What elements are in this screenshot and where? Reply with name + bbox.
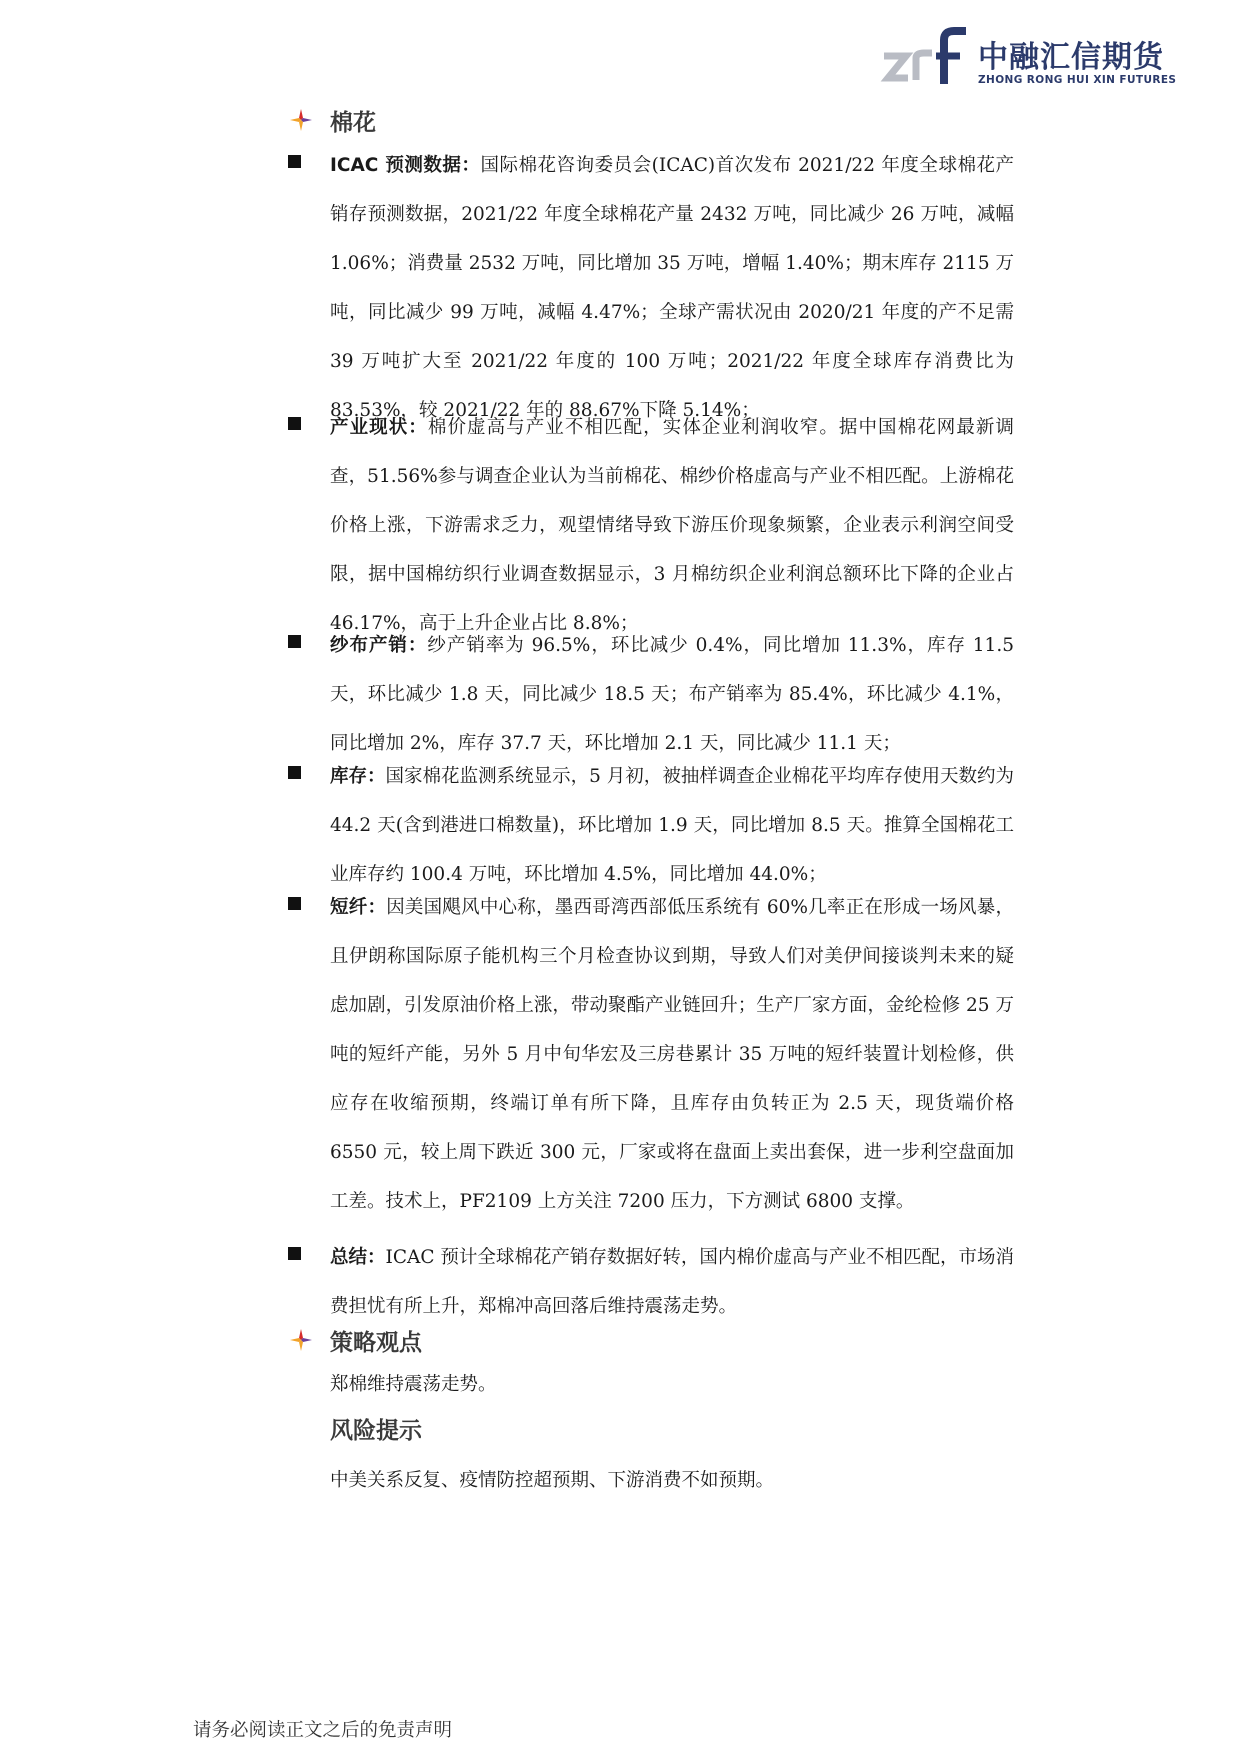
strategy-text: 郑棉维持震荡走势。 [330,1374,497,1395]
bullet-body: 国家棉花监测系统显示，5 月初，被抽样调查企业棉花平均库存使用天数约为 44.2 天(含到港进口棉数量)，环比增加 1.9 天，同比增加 8.5 天。推算全国棉花工业库存约 100.4 万吨，环比增加 4.5%，同比增加 44.0%； [330,766,1014,885]
logo-english-name: ZHONG RONG HUI XIN FUTURES [978,74,1177,86]
section-title: 策略观点 [330,1329,422,1356]
bullet-label: 产业现状： [330,417,428,438]
compass-star-icon [288,107,314,133]
bullet-item-inventory [288,752,1014,899]
bullet-label: 短纤： [330,897,387,918]
square-bullet-icon [288,766,301,779]
risk-title: 风险提示 [330,1418,422,1444]
square-bullet-icon [288,635,301,648]
section-heading-strategy [288,1320,422,1360]
bullet-item-industry [288,403,1014,648]
bullet-body: ICAC 预计全球棉花产销存数据好转，国内棉价虚高与产业不相匹配，市场消费担忧有所上升，郑棉冲高回落后维持震荡走势。 [330,1247,1014,1317]
logo-chinese-name: 中融汇信期货 [978,40,1164,75]
square-bullet-icon [288,155,301,168]
footer-disclaimer: 请务必阅读正文之后的免责声明 [193,1720,453,1741]
square-bullet-icon [288,1247,301,1260]
bullet-body: 因美国飓风中心称，墨西哥湾西部低压系统有 60%几率正在形成一场风暴，且伊朗称国际原子能机构三个月检查协议到期，导致人们对美伊间接谈判未来的疑虑加剧，引发原油价格上涨，带动聚酯产业链回升；生产厂家方面，金纶检修 25 万吨的短纤产能，另外 5 月中旬华宏及三房巷累计 35 万吨的短纤装置计划检修，供应存在收缩预期，终端订单有所下降，且库存由负转正为 2.5 天，现货端价格 6550 元，较上周下跌近 300 元，厂家或将在盘面上卖出套保，进一步利空盘面加工差。技术上，PF2109 上方关注 7200 压力，下方测试 6800 支撑。 [330,897,1014,1212]
bullet-body: 棉价虚高与产业不相匹配，实体企业利润收窄。据中国棉花网最新调查，51.56%参与调查企业认为当前棉花、棉纱价格虚高与产业不相匹配。上游棉花价格上涨，下游需求乏力，观望情绪导致下游压价现象频繁，企业表示利润空间受限，据中国棉纺织行业调查数据显示，3 月棉纺织企业利润总额环比下降的企业占 46.17%，高于上升企业占比 8.8%； [330,417,1014,634]
bullet-label: 纱布产销： [330,635,428,656]
bullet-label: 总结： [330,1247,386,1268]
section-heading-cotton [288,100,376,140]
bullet-item-yarn-cloth [288,621,1014,768]
square-bullet-icon [288,417,301,430]
section-title: 棉花 [330,109,376,136]
risk-text: 中美关系反复、疫情防控超预期、下游消费不如预期。 [330,1470,775,1491]
bullet-label: ICAC 预测数据： [330,155,481,176]
bullet-item-staple-fiber [288,883,1014,1226]
bullet-item-icac [288,141,1014,435]
company-logo [880,26,1177,96]
bullet-body: 国际棉花咨询委员会(ICAC)首次发布 2021/22 年度全球棉花产销存预测数据，2021/22 年度全球棉花产量 2432 万吨，同比减少 26 万吨，减幅 1.06%；消费量 2532 万吨，同比增加 35 万吨，增幅 1.40%；期末库存 2115 万吨，同比减少 99 万吨，减幅 4.47%；全球产需状况由 2020/21 年度的产不足需 39 万吨扩大至 2021/22 年度的 100 万吨；2021/22 年度全球库存消费比为 83.53%，较 2021/22 年的 88.67%下降 5.14%； [330,155,1015,421]
compass-star-icon [288,1327,314,1353]
zrf-logo-mark [880,26,972,90]
square-bullet-icon [288,897,301,910]
bullet-item-summary [288,1233,1014,1331]
bullet-label: 库存： [330,766,386,787]
bullet-body: 纱产销率为 96.5%，环比减少 0.4%，同比增加 11.3%，库存 11.5 天，环比减少 1.8 天，同比减少 18.5 天；布产销率为 85.4%，环比减少 4.1%，同比增加 2%，库存 37.7 天，环比增加 2.1 天，同比减少 11.1 天； [330,635,1014,754]
